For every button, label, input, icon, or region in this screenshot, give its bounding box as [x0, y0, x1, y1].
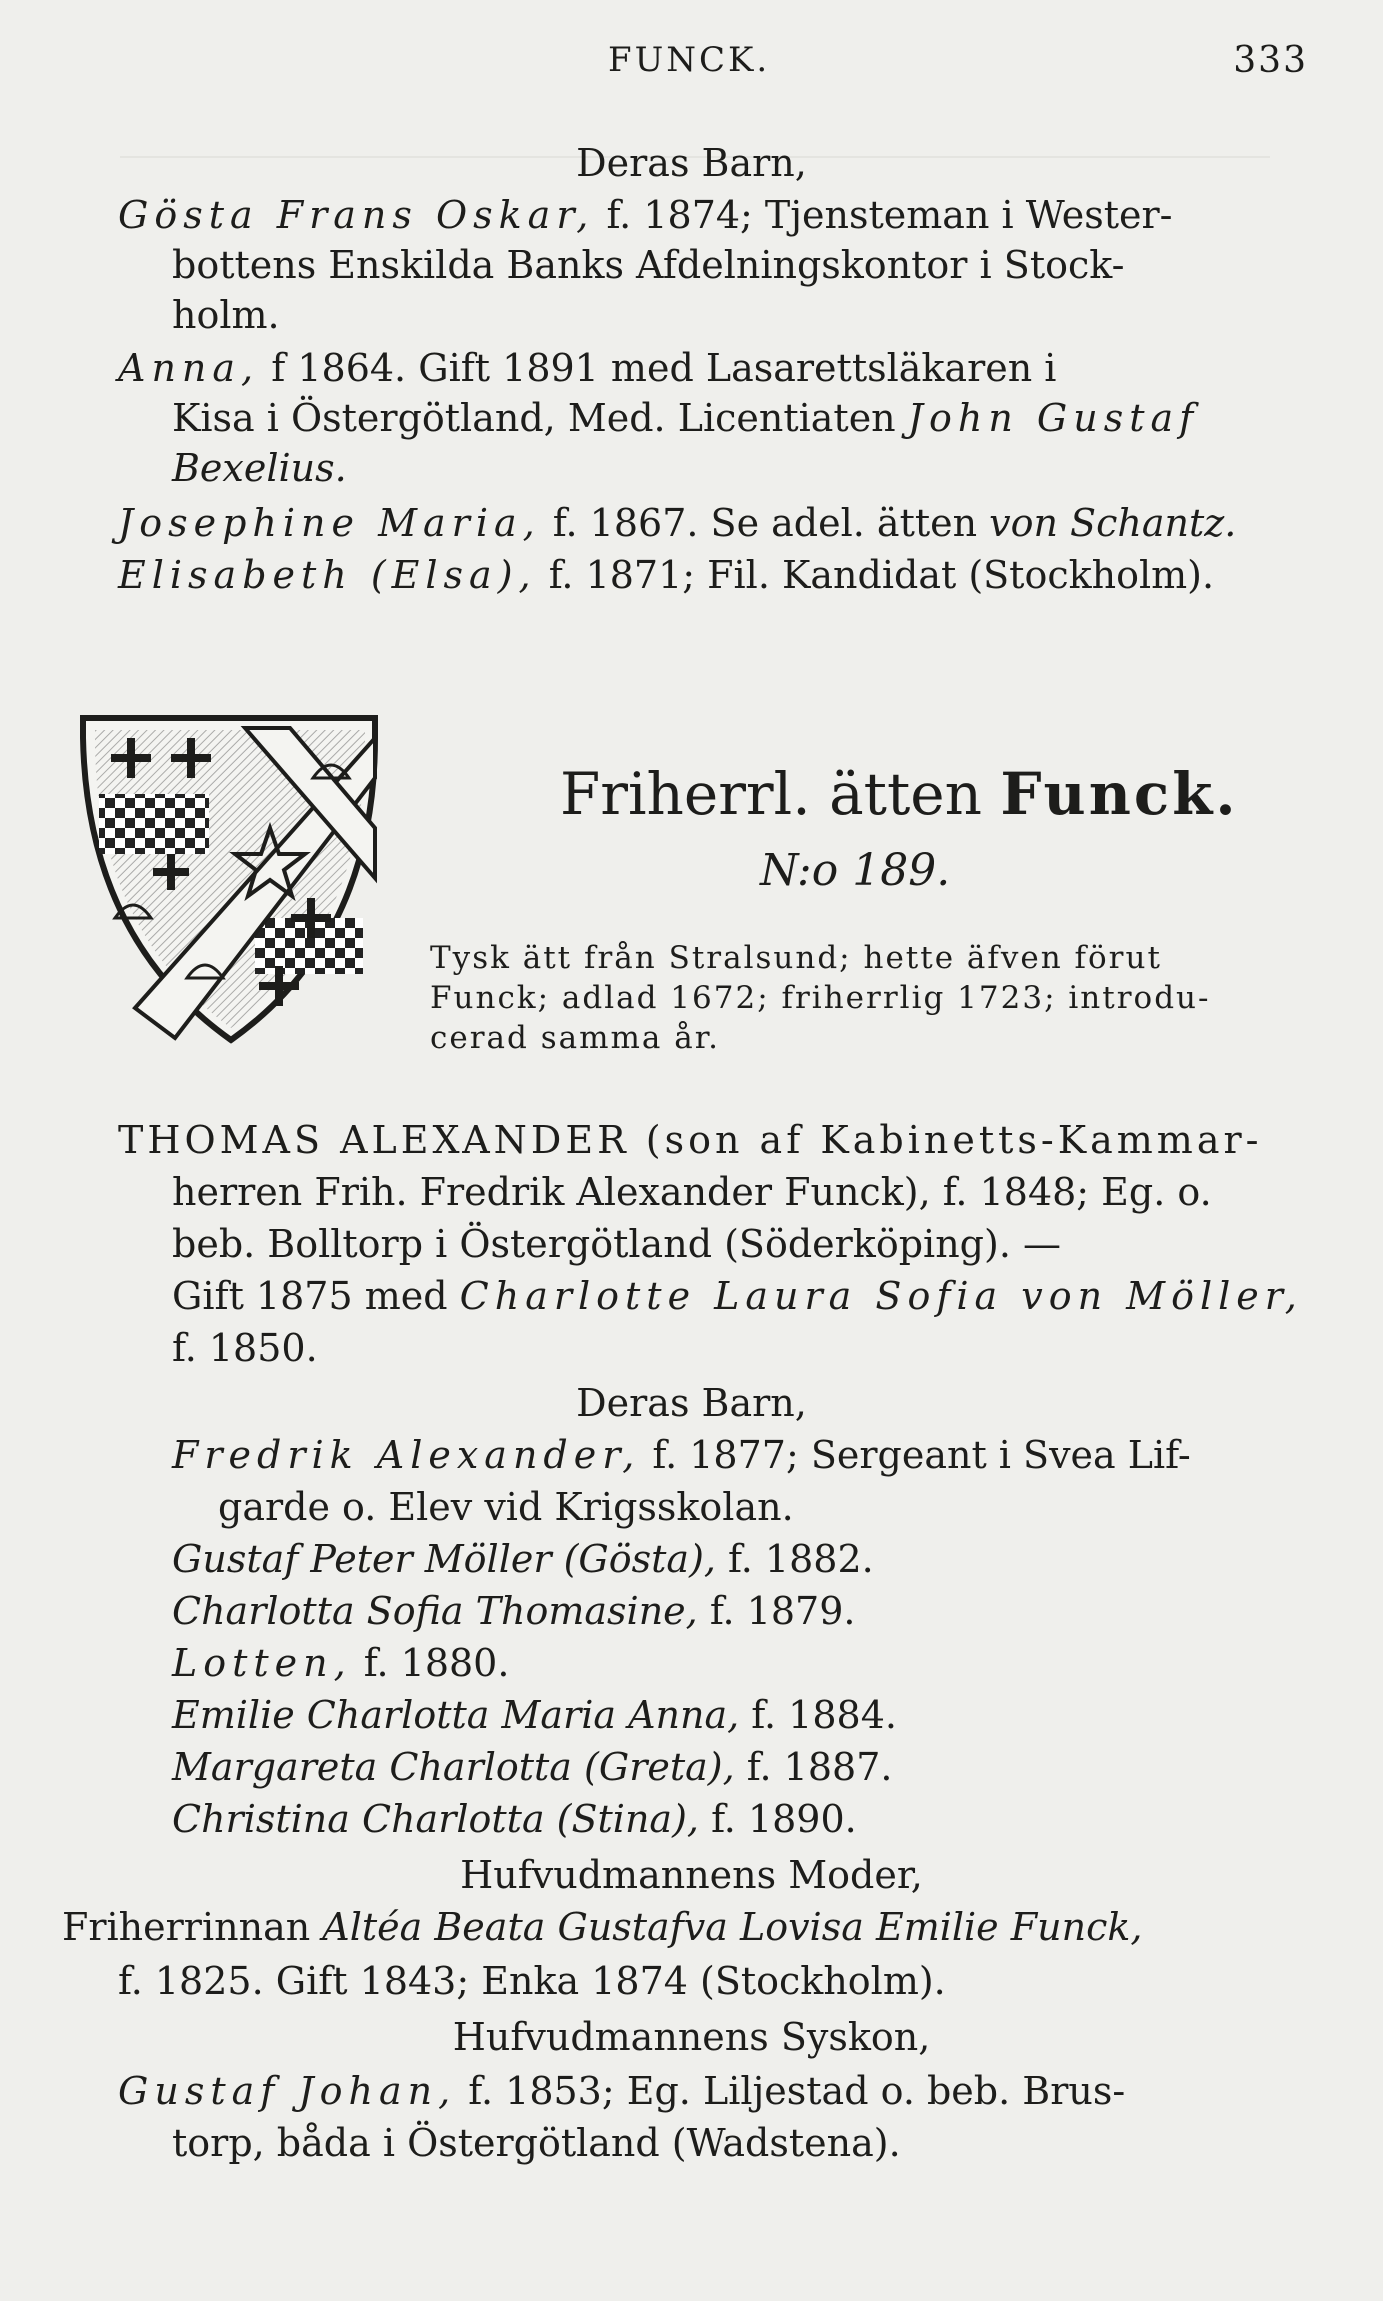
sibling-entry: torp, båda i Östergötland (Wadstena). [172, 2121, 901, 2165]
section-note-line: Tysk ätt från Stralsund; hette äfven förut [430, 940, 1162, 976]
section-number: N:o 189. [760, 845, 951, 896]
children-heading: Deras Barn, [576, 141, 807, 185]
coat-of-arms-image [75, 708, 387, 1048]
head-entry-line: Gift 1875 med Charlotte Laura Sofia von Möller, [172, 1274, 1303, 1318]
child-entry: garde o. Elev vid Krigsskolan. [218, 1485, 794, 1529]
child-entry: Emilie Charlotta Maria Anna, f. 1884. [172, 1693, 897, 1737]
section-note-line: Funck; adlad 1672; friherrlig 1723; introdu- [430, 980, 1211, 1016]
siblings-heading: Hufvudmannens Syskon, [452, 2015, 931, 2059]
section-note-line: cerad samma år. [430, 1020, 720, 1056]
head-entry-line: THOMAS ALEXANDER (son af Kabinetts-Kammar- [118, 1118, 1263, 1162]
mother-entry: Friherrinnan Altéa Beata Gustafva Lovisa Emilie Funck, [62, 1905, 1143, 1949]
mother-heading: Hufvudmannens Moder, [460, 1853, 923, 1897]
entry-line: holm. [172, 293, 280, 337]
child-entry: Christina Charlotta (Stina), f. 1890. [172, 1797, 857, 1841]
child-entry: Charlotta Sofia Thomasine, f. 1879. [172, 1589, 856, 1633]
entry-line: bottens Enskilda Banks Afdelningskontor i Stock- [172, 243, 1125, 287]
head-entry-line: f. 1850. [172, 1326, 318, 1370]
running-header [0, 40, 1383, 90]
entry-line: Kisa i Östergötland, Med. Licentiaten John Gustaf [172, 396, 1200, 440]
mother-entry: f. 1825. Gift 1843; Enka 1874 (Stockholm). [118, 1959, 946, 2003]
children-heading: Deras Barn, [576, 1381, 807, 1425]
entry-line: Josephine Maria, f. 1867. Se adel. ätten von Schantz. [118, 501, 1237, 545]
head-entry-line: herren Frih. Fredrik Alexander Funck), f. 1848; Eg. o. [172, 1170, 1212, 1214]
child-entry: Gustaf Peter Möller (Gösta), f. 1882. [172, 1537, 874, 1581]
running-title: FUNCK. [608, 40, 771, 80]
entry-line: Bexelius. [172, 446, 347, 490]
entry-line: Gösta Frans Oskar, f. 1874; Tjensteman i Wester- [118, 193, 1173, 237]
entry-line: Anna, f 1864. Gift 1891 med Lasarettsläkaren i [118, 346, 1057, 390]
child-entry: Lotten, f. 1880. [172, 1641, 510, 1685]
child-entry: Fredrik Alexander, f. 1877; Sergeant i Svea Lif- [172, 1433, 1191, 1477]
page-number: 333 [1233, 40, 1308, 81]
entry-line: Elisabeth (Elsa), f. 1871; Fil. Kandidat (Stockholm). [118, 553, 1215, 597]
head-entry-line: beb. Bolltorp i Östergötland (Söderköping). — [172, 1222, 1061, 1266]
section-title: Friherrl. ätten Funck. [560, 760, 1239, 828]
sibling-entry: Gustaf Johan, f. 1853; Eg. Liljestad o. beb. Brus- [118, 2069, 1126, 2113]
child-entry: Margareta Charlotta (Greta), f. 1887. [172, 1745, 893, 1789]
